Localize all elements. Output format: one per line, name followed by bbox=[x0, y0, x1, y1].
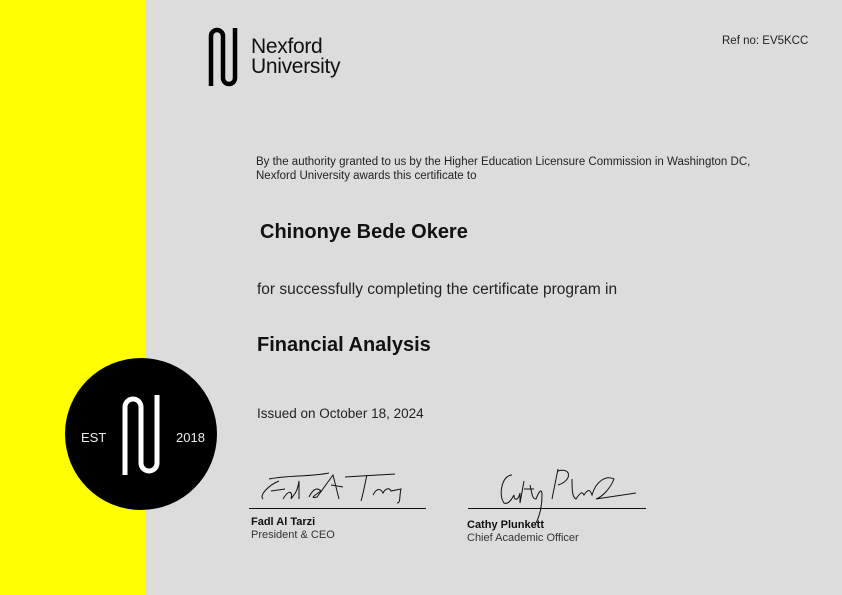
signatory-name: Cathy Plunkett bbox=[467, 519, 545, 531]
seal-logo-icon bbox=[119, 393, 163, 477]
seal-est: EST bbox=[81, 430, 107, 445]
seal-year: 2018 bbox=[176, 430, 205, 445]
nexford-logo-icon bbox=[207, 26, 239, 88]
established-seal bbox=[65, 358, 217, 510]
logo-text: Nexford University bbox=[251, 35, 341, 78]
reference-number: Ref no: EV5KCC bbox=[722, 35, 809, 47]
signatory-role: Chief Academic Officer bbox=[467, 532, 579, 544]
issue-date: Issued on October 18, 2024 bbox=[257, 406, 424, 421]
signature-cathy-plunkett bbox=[468, 465, 648, 523]
signatory-name: Fadl Al Tarzi bbox=[251, 516, 316, 528]
university-logo bbox=[207, 26, 340, 88]
recipient-name: Chinonye Bede Okere bbox=[260, 221, 468, 243]
signatory-role: President & CEO bbox=[251, 529, 335, 541]
completion-text: for successfully completing the certificate program in bbox=[257, 281, 618, 298]
signature-line bbox=[468, 508, 646, 509]
program-name: Financial Analysis bbox=[257, 334, 431, 356]
signature-line bbox=[249, 508, 426, 509]
authority-statement: By the authority granted to us by the Higher Education Licensure Commission in Washington DC, Nexford University awards this certificate to bbox=[256, 156, 751, 182]
